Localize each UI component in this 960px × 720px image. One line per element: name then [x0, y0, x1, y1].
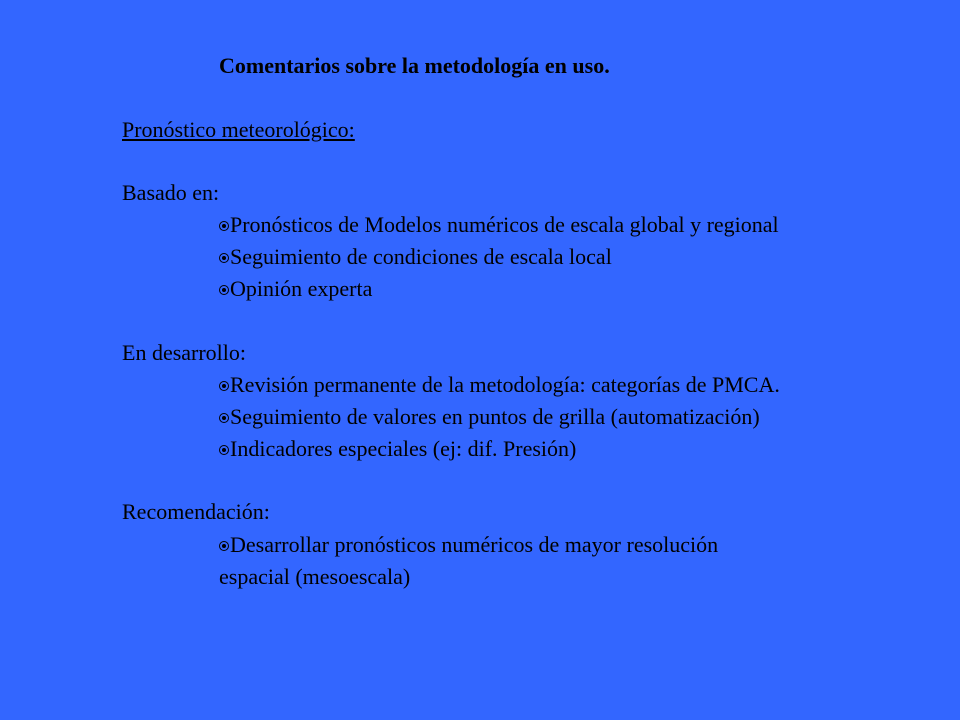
bullet-item	[219, 436, 576, 462]
heading-in-development: En desarrollo:	[122, 340, 247, 365]
bullet-text: Indicadores especiales (ej: dif. Presión)	[230, 436, 577, 461]
bullet-icon	[219, 541, 229, 551]
heading-recommendation: Recomendación:	[122, 499, 270, 524]
bullet-item	[219, 404, 760, 430]
bullet-icon	[219, 381, 229, 391]
bullet-text: Seguimiento de condiciones de escala local	[230, 244, 612, 269]
heading-based-on: Basado en:	[122, 180, 220, 205]
bullet-item	[219, 372, 780, 398]
bullet-item	[219, 212, 779, 238]
bullet-item	[219, 244, 612, 270]
bullet-text: Desarrollar pronósticos numéricos de mayor resolución	[230, 532, 719, 557]
section-heading-forecast: Pronóstico meteorológico:	[122, 117, 355, 142]
bullet-text: Seguimiento de valores en puntos de grilla (automatización)	[230, 404, 760, 429]
bullet-icon	[219, 413, 229, 423]
bullet-item	[219, 276, 372, 302]
bullet-text: Opinión experta	[230, 276, 373, 301]
bullet-text: Pronósticos de Modelos numéricos de escala global y regional	[230, 212, 779, 237]
bullet-icon	[219, 445, 229, 455]
bullet-item	[219, 532, 718, 558]
bullet-icon	[219, 221, 229, 231]
slide-title: Comentarios sobre la metodología en uso.	[219, 53, 610, 78]
bullet-icon	[219, 285, 229, 295]
bullet-text: Revisión permanente de la metodología: categorías de PMCA.	[230, 372, 780, 397]
bullet-item-continuation: espacial (mesoescala)	[219, 564, 411, 589]
bullet-icon	[219, 253, 229, 263]
